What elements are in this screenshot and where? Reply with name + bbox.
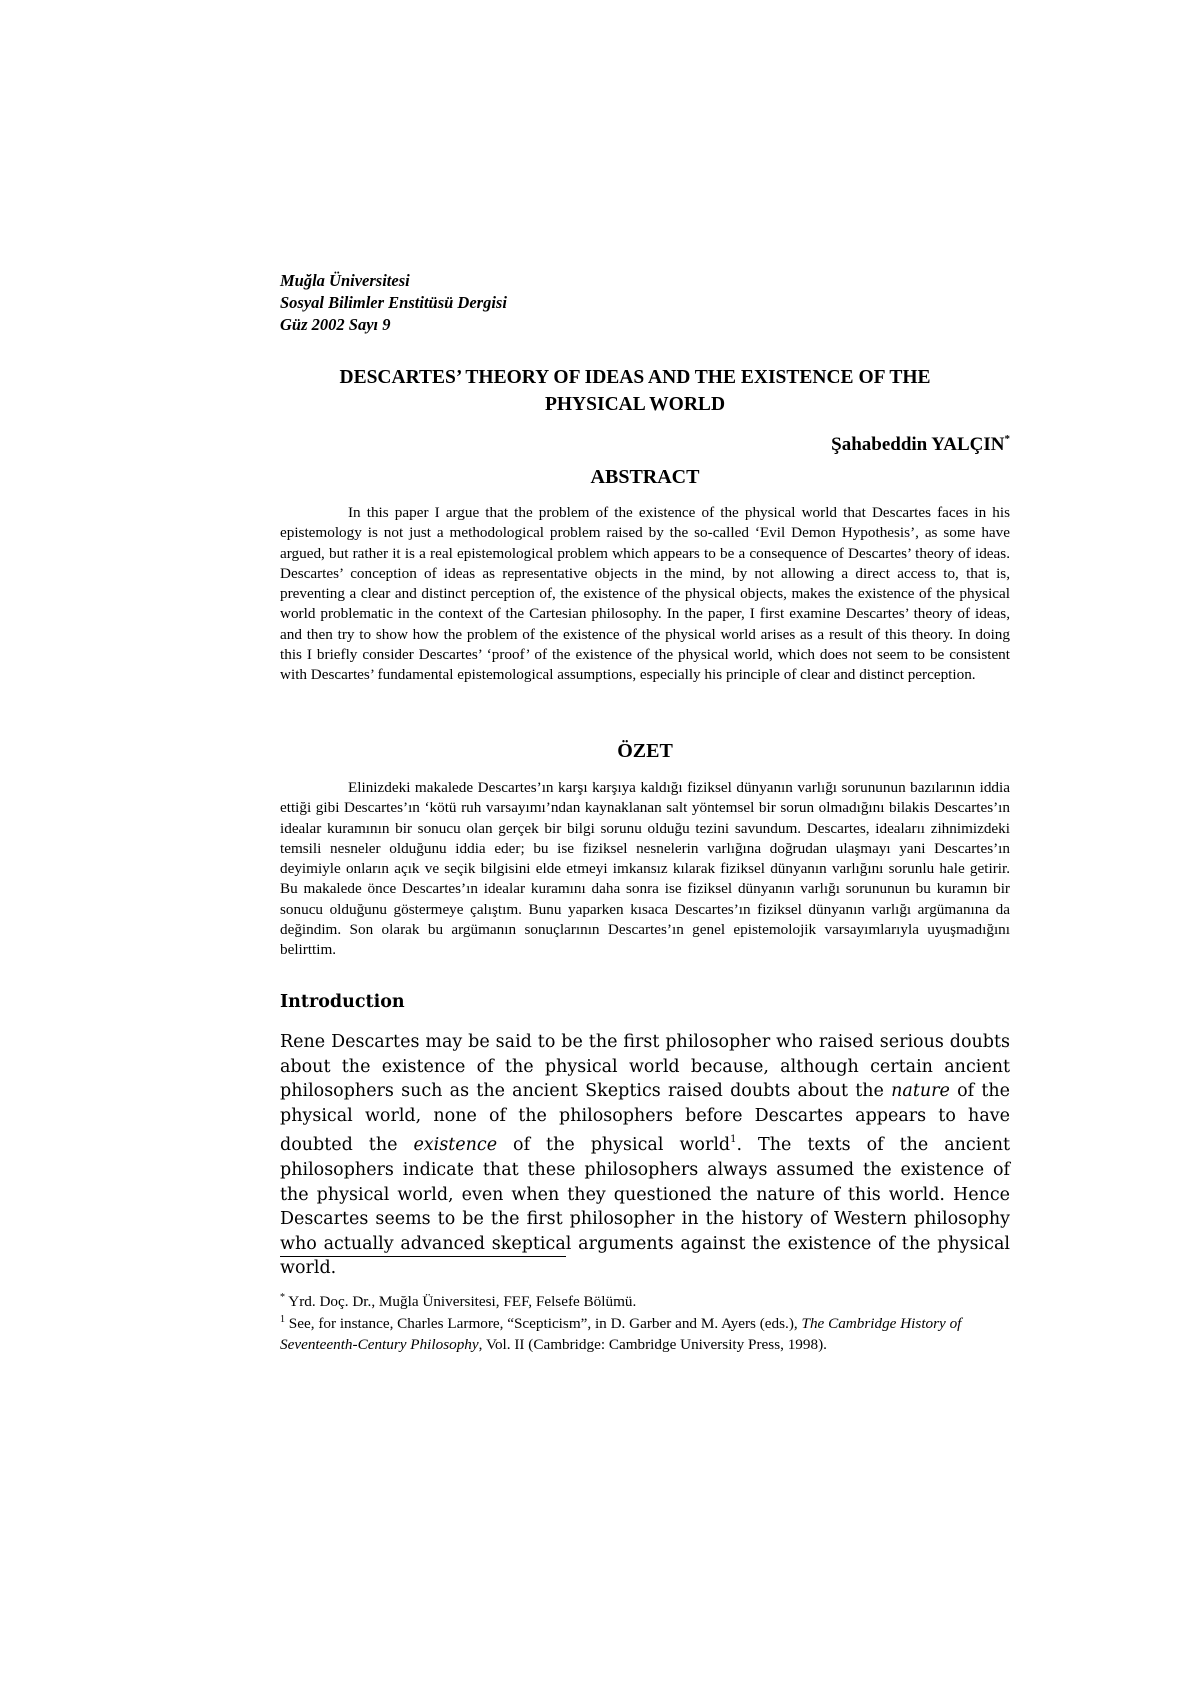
- ozet-text: Elinizdeki makalede Descartes’ın karşı karşıya kaldığı fiziksel dünyanın varlığı sorununun bazılarının iddia ettiği gibi Descartes’ın ‘kötü ruh varsayımı’ndan kaynaklanan salt yöntemsel bir sorun olmadığını bilakis Descartes’ın idealar kuramının bir sonucu olan gerçek bir bilgi sorunu olduğu tezini savundum. Descartes, idealarıı zihnimizdeki temsili nesneler olduğunu iddia eder; bu ise fiziksel nesnelerin varlığına doğrudan ulaşmayı yani Descartes’ın deyimiyle onların açık ve seçik bilgisini elde etmeyi imkansız kılarak fiziksel dünyanın varlığını sorunlu hale getirir. Bu makalede önce Descartes’ın idealar kuramını daha sonra ise fiziksel dünyanın varlığı sorununun bu kuramın bir sonucu olduğunu göstermeye çalıştım. Bunu yaparken kısaca Descartes’ın fiziksel dünyanın varlığı argümanına da değindim. Son olarak bu argümanın sonuçlarının Descartes’ın genel epistemolojik varsayımlarıyla uyuşmadığını belirttim.: [280, 779, 1010, 959]
- footnote-1: [280, 1310, 1010, 1355]
- intro-italic-nature: nature: [891, 1081, 950, 1102]
- footnote-author-text: Yrd. Doç. Dr., Muğla Üniversitesi, FEF, Felsefe Bölümü.: [285, 1293, 637, 1310]
- author-name: [831, 433, 1010, 456]
- intro-text-2: of the physical world, none of the philosophers before Descartes appears to have doubted the: [280, 1081, 1010, 1156]
- footnote-1-book-title: The Cambridge History of Seventeenth-Century Philosophy: [280, 1315, 962, 1353]
- introduction-paragraph: [280, 1030, 1010, 1281]
- article-title: [260, 364, 1010, 418]
- journal-university: Muğla Üniversitesi: [280, 271, 410, 290]
- footnote-author-mark: *: [280, 1292, 285, 1303]
- footnote-author: [280, 1288, 1010, 1313]
- author-text: Şahabeddin YALÇIN: [831, 434, 1005, 455]
- footnote-ref-1[interactable]: 1: [730, 1134, 737, 1146]
- ozet-heading: ÖZET: [617, 740, 673, 762]
- intro-text-4: . The texts of the ancient philosophers indicate that these philosophers always assumed the existence of the physical world, even when they questioned the nature of this world. Hence Descartes seems to be the first philosopher in the history of Western philosophy who actually advanced skeptical arguments against the existence of the physical world.: [280, 1135, 1010, 1279]
- journal-header: [280, 270, 507, 336]
- intro-text-1: Rene Descartes may be said to be the first philosopher who raised serious doubts about the existence of the physical world because, although certain ancient philosophers such as the ancient Skeptics raised doubts about the: [280, 1032, 1010, 1102]
- footnote-1-text: See, for instance, Charles Larmore, “Scepticism”, in D. Garber and M. Ayers (eds.),: [285, 1315, 802, 1332]
- title-line-1: DESCARTES’ THEORY OF IDEAS AND THE EXISTENCE OF THE: [339, 367, 931, 388]
- footnote-divider: [280, 1256, 566, 1257]
- intro-text-3: of the physical world: [497, 1135, 731, 1156]
- abstract-text: In this paper I argue that the problem of the existence of the physical world that Descartes faces in his epistemology is not just a methodological problem raised by the so-called ‘Evil Demon Hypothesis’, as some have argued, but rather it is a real epistemological problem which appears to be a consequence of Descartes’ theory of ideas. Descartes’ conception of ideas as representative objects in the mind, by not allowing a direct access to, that is, preventing a clear and distinct perception of, the existence of the physical objects, makes the existence of the physical world problematic in the context of the Cartesian philosophy. In the paper, I first examine Descartes’ theory of ideas, and then try to show how the problem of the existence of the physical world arises as a result of this theory. In doing this I briefly consider Descartes’ ‘proof’ of the existence of the physical world, which does not seem to be consistent with Descartes’ fundamental epistemological assumptions, especially his principle of clear and distinct perception.: [280, 504, 1010, 684]
- author-footnote-mark[interactable]: *: [1004, 433, 1010, 445]
- title-line-2: PHYSICAL WORLD: [544, 394, 726, 415]
- journal-issue: Güz 2002 Sayı 9: [280, 315, 391, 334]
- abstract-heading: ABSTRACT: [590, 466, 700, 488]
- introduction-heading: Introduction: [280, 992, 405, 1012]
- footnote-1-tail: , Vol. II (Cambridge: Cambridge University Press, 1998).: [478, 1335, 827, 1353]
- footnote-1-mark: 1: [280, 1314, 285, 1325]
- intro-italic-existence: existence: [413, 1135, 498, 1156]
- journal-name: Sosyal Bilimler Enstitüsü Dergisi: [280, 293, 507, 312]
